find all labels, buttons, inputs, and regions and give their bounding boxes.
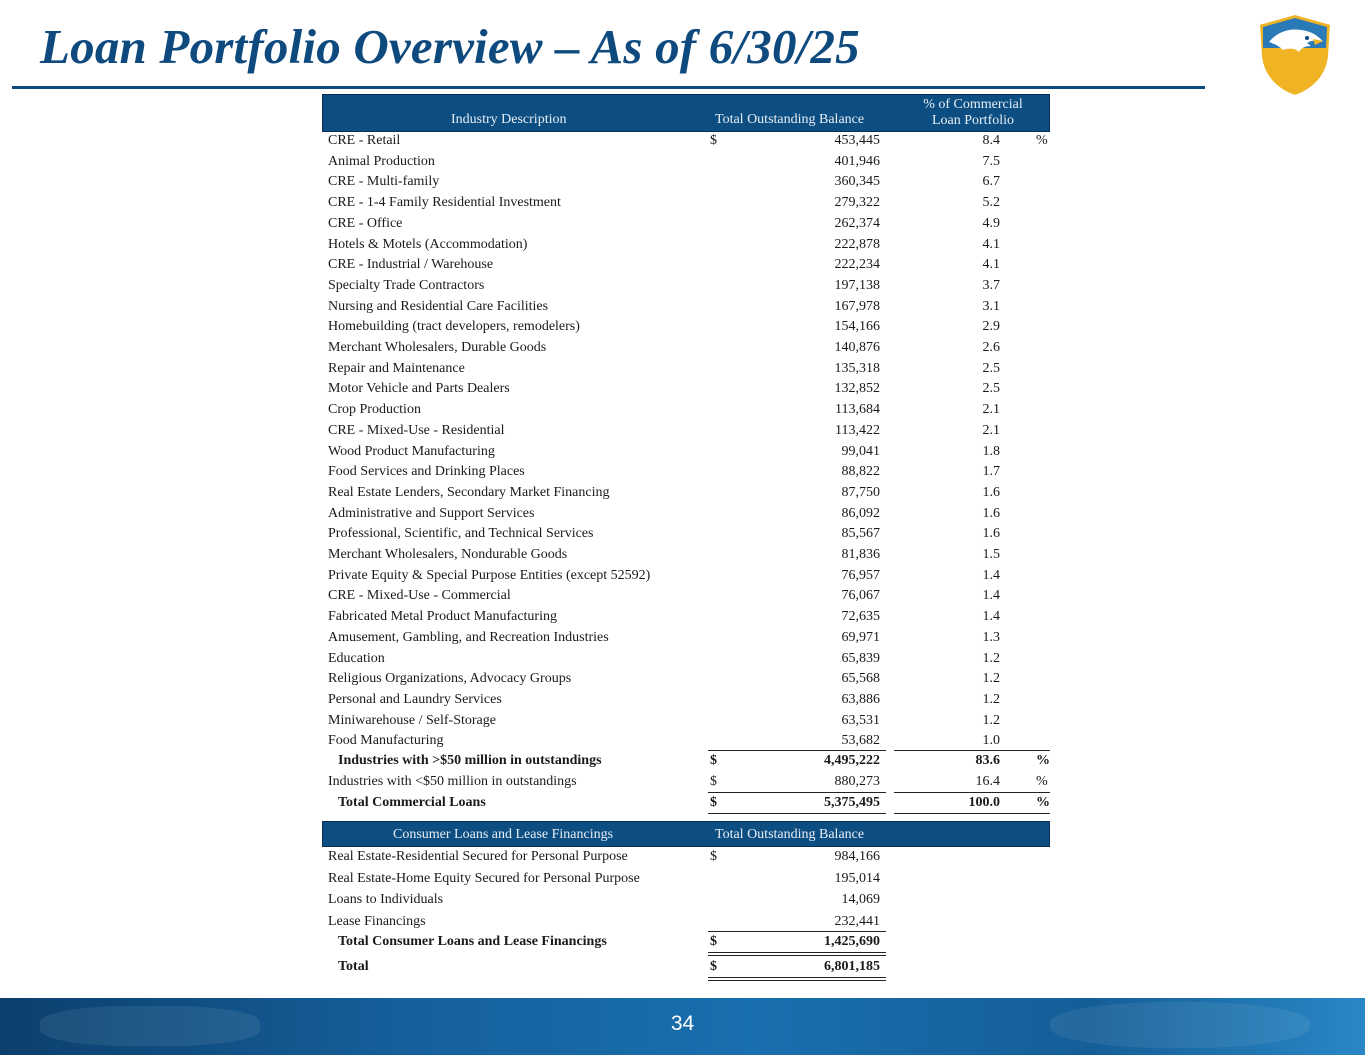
row-pct: 3.1: [982, 298, 1000, 314]
consumer-loans-table: [322, 821, 1050, 991]
row-pct: 6.7: [982, 174, 1000, 190]
total-commercial-row: [322, 793, 1050, 814]
table-row: [322, 193, 1050, 214]
rule-subtotal-pct: [894, 750, 1050, 751]
page-title: Loan Portfolio Overview – As of 6/30/25: [40, 19, 860, 74]
header-industry-description: Industry Description: [451, 112, 567, 127]
row-label: Amusement, Gambling, and Recreation Industries: [328, 629, 609, 645]
table-row: [322, 649, 1050, 670]
row-label: Industries with >$50 million in outstandings: [338, 753, 602, 768]
row-balance: 140,876: [834, 340, 880, 355]
header-consumer-loans: Consumer Loans and Lease Financings: [393, 827, 614, 842]
row-pct: 8.4: [982, 133, 1000, 148]
row-pct: 1.3: [982, 629, 1000, 645]
row-label: Total Consumer Loans and Lease Financings: [338, 934, 607, 949]
row-pct: 1.4: [982, 567, 1000, 583]
row-balance: 53,682: [841, 733, 880, 749]
rule-consumer-total-bottom-2: [708, 955, 886, 956]
row-label: Lease Financings: [328, 913, 426, 929]
row-pct: 1.4: [982, 588, 1000, 604]
table-row: [322, 317, 1050, 338]
rule-consumer-total-top: [708, 931, 886, 932]
rule-total-pct: [894, 792, 1050, 793]
row-balance: 1,425,690: [824, 934, 880, 949]
header-pct-commercial-line2: Loan Portfolio: [931, 113, 1015, 128]
row-pct: 2.1: [982, 422, 1000, 438]
row-label: CRE - Industrial / Warehouse: [328, 257, 494, 273]
table-row: [322, 586, 1050, 607]
consumer-table-header: [322, 821, 1050, 847]
table-row: [322, 890, 1050, 911]
row-pct-sign: %: [1036, 133, 1048, 148]
row-balance: 63,886: [841, 691, 880, 707]
row-balance: 6,801,185: [824, 959, 880, 974]
row-pct: 1.2: [982, 691, 1000, 707]
row-dollar-sign: $: [710, 753, 717, 768]
table-row: [322, 131, 1050, 152]
row-label: Specialty Trade Contractors: [328, 277, 485, 293]
row-balance: 63,531: [841, 712, 880, 728]
row-pct: 1.6: [982, 505, 1000, 521]
footer-bar: [0, 998, 1365, 1055]
row-dollar-sign: $: [710, 849, 717, 864]
row-balance: 360,345: [834, 174, 880, 190]
row-pct: 1.2: [982, 671, 1000, 687]
rule-total-balance: [708, 792, 886, 793]
row-balance: 85,567: [841, 526, 880, 542]
row-label: Nursing and Residential Care Facilities: [328, 298, 549, 314]
row-label: Wood Product Manufacturing: [328, 443, 495, 459]
table-row: [322, 152, 1050, 173]
row-balance: 984,166: [834, 849, 880, 864]
total-consumer-row: [322, 932, 1050, 953]
row-label: Fabricated Metal Product Manufacturing: [328, 609, 557, 625]
row-label: Merchant Wholesalers, Nondurable Goods: [328, 547, 568, 562]
table-row: [322, 545, 1050, 566]
row-label: Real Estate-Residential Secured for Personal Purpose: [328, 849, 628, 864]
row-pct: 1.6: [982, 526, 1000, 542]
eagle-shield-logo: [1255, 12, 1335, 98]
table-row: [322, 400, 1050, 421]
row-label: Real Estate-Home Equity Secured for Personal Purpose: [328, 870, 640, 886]
row-pct: 1.5: [982, 547, 1000, 562]
table-row: [322, 669, 1050, 690]
table-row: [322, 214, 1050, 235]
row-pct: 1.6: [982, 484, 1000, 500]
row-balance: 87,750: [841, 484, 880, 500]
table-row: [322, 628, 1050, 649]
row-balance: 76,067: [841, 588, 880, 604]
row-label: Merchant Wholesalers, Durable Goods: [328, 340, 547, 355]
table-row: [322, 172, 1050, 193]
row-pct: 1.4: [982, 609, 1000, 625]
row-label: Miniwarehouse / Self-Storage: [328, 712, 496, 728]
row-pct: 1.0: [982, 733, 1000, 749]
rule-subtotal-balance: [708, 750, 886, 751]
table-row: [322, 297, 1050, 318]
row-label: Total: [338, 959, 369, 974]
table-row: [322, 421, 1050, 442]
header-total-outstanding-balance: Total Outstanding Balance: [715, 112, 865, 127]
table-row: [322, 869, 1050, 890]
row-pct: 5.2: [982, 195, 1000, 211]
row-pct: 2.5: [982, 360, 1000, 376]
row-pct: 16.4: [975, 774, 1000, 789]
row-balance: 14,069: [841, 892, 880, 907]
row-pct: 2.1: [982, 402, 1000, 418]
commercial-table-header: [322, 94, 1050, 132]
table-row: [322, 255, 1050, 276]
table-row: [322, 731, 1050, 752]
row-pct: 2.9: [982, 319, 1000, 335]
subtotal-over-50m-row: [322, 751, 1050, 772]
row-balance: 262,374: [834, 215, 880, 231]
table-row: [322, 462, 1050, 483]
row-pct: 2.5: [982, 381, 1000, 397]
row-label: Crop Production: [328, 402, 421, 418]
row-label: Real Estate Lenders, Secondary Market Financing: [328, 484, 610, 500]
row-label: Motor Vehicle and Parts Dealers: [328, 381, 510, 397]
row-label: Total Commercial Loans: [338, 795, 486, 810]
table-row: [322, 235, 1050, 256]
table-row: [322, 483, 1050, 504]
row-dollar-sign: $: [710, 934, 717, 949]
row-label: CRE - 1-4 Family Residential Investment: [328, 195, 561, 211]
page-number: 34: [670, 1012, 695, 1035]
row-label: Private Equity & Special Purpose Entities (except 52592): [328, 567, 651, 583]
row-pct: 1.7: [982, 464, 1000, 480]
row-label: Loans to Individuals: [328, 892, 444, 907]
row-pct: 3.7: [982, 277, 1000, 293]
row-pct: 4.9: [982, 215, 1000, 231]
row-balance: 81,836: [841, 547, 880, 562]
row-balance: 222,234: [834, 257, 880, 273]
row-pct-sign: %: [1036, 795, 1050, 810]
row-balance: 154,166: [834, 319, 880, 335]
row-balance: 113,684: [835, 402, 880, 418]
rule-consumer-total-bottom-1: [708, 952, 886, 953]
row-balance: 135,318: [834, 360, 880, 376]
rule-total-balance-bottom: [708, 813, 886, 814]
rule-grand-total-bottom-2: [708, 980, 886, 981]
row-label: Homebuilding (tract developers, remodelers): [328, 319, 580, 335]
table-row: [322, 338, 1050, 359]
header-pct-commercial-line1: % of Commercial: [923, 97, 1023, 112]
row-balance: 5,375,495: [824, 795, 880, 810]
commercial-loans-table: [322, 94, 1050, 814]
row-pct: 2.6: [982, 340, 1000, 355]
row-balance: 197,138: [834, 277, 880, 293]
row-balance: 453,445: [834, 133, 880, 148]
row-balance: 167,978: [834, 298, 880, 314]
rule-total-pct-bottom: [894, 813, 1050, 814]
table-row: [322, 912, 1050, 933]
row-balance: 222,878: [834, 236, 880, 252]
row-label: Professional, Scientific, and Technical Services: [328, 526, 594, 542]
row-label: Religious Organizations, Advocacy Groups: [328, 671, 572, 687]
row-label: Industries with <$50 million in outstandings: [328, 774, 577, 789]
row-balance: 65,568: [841, 671, 880, 687]
table-row: [322, 524, 1050, 545]
row-balance: 76,957: [841, 567, 880, 583]
row-label: Hotels & Motels (Accommodation): [328, 236, 528, 252]
row-balance: 4,495,222: [824, 753, 880, 768]
table-row: [322, 276, 1050, 297]
row-label: Food Services and Drinking Places: [328, 464, 525, 480]
table-row: [322, 359, 1050, 380]
row-pct: 1.2: [982, 712, 1000, 728]
table-row: [322, 379, 1050, 400]
row-balance: 65,839: [841, 650, 880, 666]
row-label: Food Manufacturing: [328, 733, 444, 749]
table-row: [322, 690, 1050, 711]
row-dollar-sign: $: [710, 133, 717, 148]
row-pct: 4.1: [982, 257, 1000, 273]
row-balance: 279,322: [834, 195, 880, 211]
row-label: Administrative and Support Services: [328, 505, 535, 521]
row-balance: 880,273: [834, 774, 880, 789]
row-pct: 1.2: [982, 650, 1000, 666]
row-balance: 113,422: [835, 422, 880, 438]
row-balance: 88,822: [841, 464, 880, 480]
row-label: CRE - Mixed-Use - Commercial: [328, 588, 511, 604]
row-label: Personal and Laundry Services: [328, 691, 502, 707]
table-row: [322, 607, 1050, 628]
row-dollar-sign: $: [710, 795, 717, 810]
table-row: [322, 711, 1050, 732]
row-label: Repair and Maintenance: [328, 360, 465, 376]
row-pct: 7.5: [982, 153, 1000, 169]
table-row: [322, 847, 1050, 868]
row-balance: 401,946: [834, 153, 880, 169]
row-dollar-sign: $: [710, 774, 717, 789]
table-row: [322, 504, 1050, 525]
row-balance: 232,441: [834, 913, 880, 929]
row-balance: 69,971: [841, 629, 880, 645]
header-consumer-balance: Total Outstanding Balance: [715, 827, 865, 842]
title-underline: [12, 86, 1205, 89]
rule-grand-total-bottom-1: [708, 977, 886, 978]
grand-total-row: [322, 957, 1050, 978]
row-dollar-sign: $: [710, 959, 717, 974]
row-label: CRE - Office: [328, 215, 403, 231]
table-row: [322, 442, 1050, 463]
row-pct-sign: %: [1036, 774, 1048, 789]
row-pct: 83.6: [975, 753, 1000, 768]
row-label: CRE - Mixed-Use - Residential: [328, 422, 505, 438]
subtotal-under-50m-row: [322, 772, 1050, 793]
row-balance: 99,041: [841, 443, 880, 459]
row-pct-sign: %: [1036, 753, 1050, 768]
row-balance: 72,635: [841, 609, 880, 625]
row-label: CRE - Retail: [328, 133, 401, 148]
row-label: Education: [328, 650, 385, 666]
row-pct: 1.8: [982, 443, 1000, 459]
row-label: Animal Production: [328, 153, 435, 169]
row-pct: 4.1: [982, 236, 1000, 252]
table-row: [322, 566, 1050, 587]
row-balance: 132,852: [834, 381, 880, 397]
row-balance: 86,092: [841, 505, 880, 521]
row-label: CRE - Multi-family: [328, 174, 440, 190]
row-balance: 195,014: [834, 870, 880, 886]
row-pct: 100.0: [968, 795, 1000, 810]
